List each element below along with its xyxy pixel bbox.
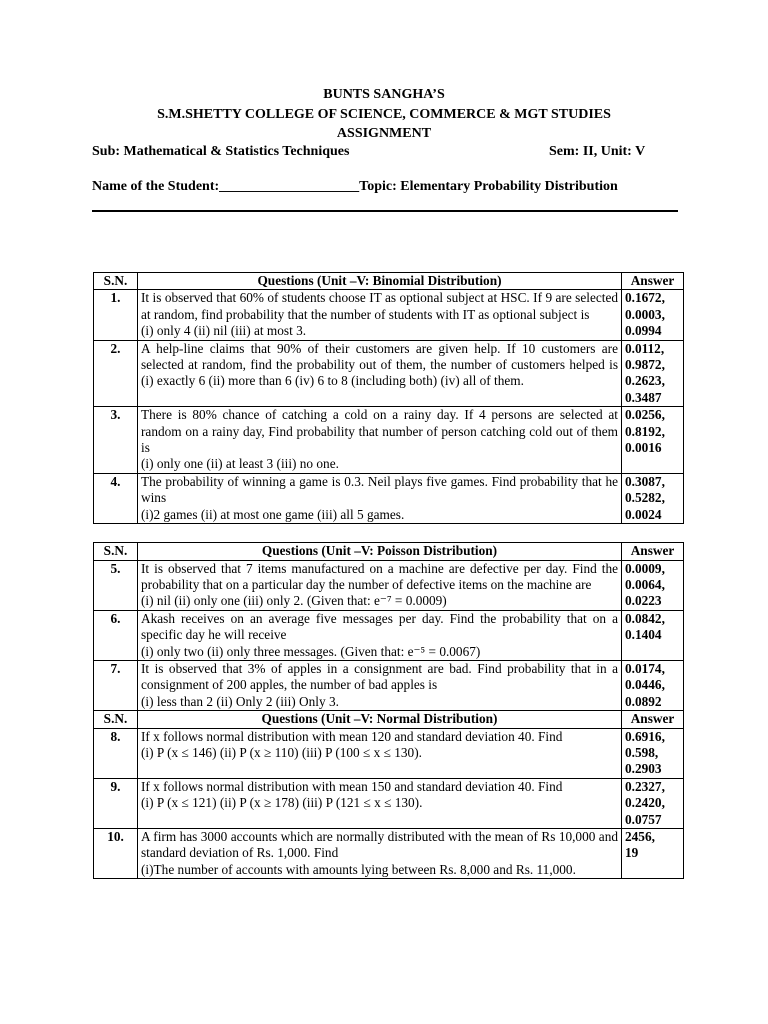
answer-values (622, 778, 684, 828)
question-number: 8. (94, 728, 138, 778)
question-line: There is 80% chance of catching a cold on a rainy day. If 4 persons are selected at random on a rainy day, Find probability that number of person catching cold out of them is (141, 407, 618, 456)
question-row (94, 610, 684, 660)
answer-value: 0.0256, (625, 407, 665, 423)
answer-value: 0.0223 (625, 593, 662, 609)
answer-values (622, 407, 684, 474)
question-number: 5. (94, 560, 138, 610)
answer-values (622, 560, 684, 610)
question-text (138, 290, 622, 340)
question-row (94, 473, 684, 523)
question-row (94, 660, 684, 710)
question-line: The probability of winning a game is 0.3. Neil plays five games. Find probability that he wins (141, 473, 618, 506)
section-title: Questions (Unit –V: Poisson Distribution) (138, 543, 622, 560)
section-title: Questions (Unit –V: Normal Distribution) (138, 711, 622, 728)
col-sn-header: S.N. (94, 711, 138, 728)
question-row (94, 778, 684, 828)
question-line: (i) only 4 (ii) nil (iii) at most 3. (141, 323, 307, 339)
question-text (138, 560, 622, 610)
question-line: (i)2 games (ii) at most one game (iii) all 5 games. (141, 506, 405, 522)
answer-value: 0.3487 (625, 389, 662, 405)
section-spacer (94, 524, 684, 543)
question-text (138, 340, 622, 407)
question-line: (i) only one (ii) at least 3 (iii) no one. (141, 456, 339, 472)
col-sn-header: S.N. (94, 273, 138, 290)
answer-value: 0.598, (625, 744, 659, 760)
col-answer-header: Answer (622, 543, 684, 560)
question-number: 6. (94, 610, 138, 660)
questions-table-body (94, 273, 684, 879)
col-answer-header: Answer (622, 711, 684, 728)
question-line: (i) P (x ≤ 121) (ii) P (x ≥ 178) (iii) P (121 ≤ x ≤ 130). (141, 795, 423, 811)
college-name: S.M.SHETTY COLLEGE OF SCIENCE, COMMERCE & MGT STUDIES (157, 107, 611, 122)
answer-value: 0.0842, (625, 610, 665, 626)
answer-value: 0.0994 (625, 323, 662, 339)
document-title: ASSIGNMENT (336, 126, 432, 141)
answer-value: 0.0757 (625, 811, 662, 827)
answer-value: 0.1404 (625, 627, 662, 643)
section-header-binomial (94, 273, 684, 290)
question-line: If x follows normal distribution with mean 120 and standard deviation 40. Find (141, 728, 563, 744)
header-divider (92, 210, 678, 212)
answer-value: 0.3087, (625, 473, 665, 489)
question-number: 9. (94, 778, 138, 828)
question-line: A help-line claims that 90% of their customers are given help. If 10 customers are selected at random, find the probability out of them, the number of customers helped is (i) exactly 6 (ii) more than 6 (iv) 6 to 8 (including both) (iv) all of them. (141, 340, 618, 389)
answer-values (622, 660, 684, 710)
question-number: 7. (94, 660, 138, 710)
question-line: It is observed that 3% of apples in a consignment are bad. Find probability that in a consignment of 200 apples, the number of bad apples is (141, 660, 618, 693)
answer-value: 0.9872, (625, 357, 665, 373)
question-text (138, 473, 622, 523)
answer-value: 0.0892 (625, 693, 662, 709)
answer-value: 0.1672, (625, 290, 665, 306)
answer-value: 0.0024 (625, 506, 662, 522)
question-text (138, 660, 622, 710)
answer-values (622, 610, 684, 660)
question-row (94, 560, 684, 610)
section-header-poisson (94, 543, 684, 560)
section-header-normal (94, 711, 684, 728)
question-text (138, 610, 622, 660)
answer-value: 0.5282, (625, 490, 665, 506)
subject-label: Sub: Mathematical & Statistics Techniques (92, 144, 350, 159)
question-line: (i) P (x ≤ 146) (ii) P (x ≥ 110) (iii) P (100 ≤ x ≤ 130). (141, 744, 422, 760)
answer-value: 0.2903 (625, 761, 662, 777)
answer-values (622, 290, 684, 340)
question-row (94, 340, 684, 407)
question-row (94, 290, 684, 340)
question-number: 4. (94, 473, 138, 523)
question-line: Akash receives on an average five messages per day. Find the probability that on a specific day he will receive (141, 610, 618, 643)
question-text (138, 778, 622, 828)
question-text (138, 407, 622, 474)
question-line: (i) less than 2 (ii) Only 2 (iii) Only 3. (141, 693, 339, 709)
questions-table (93, 272, 684, 879)
question-number: 2. (94, 340, 138, 407)
question-text (138, 728, 622, 778)
answer-value: 0.2420, (625, 795, 665, 811)
question-line: (i)The number of accounts with amounts lying between Rs. 8,000 and Rs. 11,000. (141, 861, 576, 877)
answer-value: 0.6916, (625, 728, 665, 744)
institution-name: BUNTS SANGHA’S (323, 87, 445, 102)
answer-value: 19 (625, 845, 639, 861)
question-text (138, 829, 622, 879)
question-line: It is observed that 7 items manufactured on a machine are defective per day. Find the probability that on a particular day the number of defective items on the machine are (141, 560, 618, 592)
answer-value: 0.0174, (625, 660, 665, 676)
sem-unit-label: Sem: II, Unit: V (549, 144, 646, 159)
answer-value: 0.2623, (625, 373, 665, 389)
question-number: 1. (94, 290, 138, 340)
question-row (94, 407, 684, 474)
answer-values (622, 473, 684, 523)
student-topic-line: Name of the Student:____________________Topic: Elementary Probability Distribution (92, 179, 618, 194)
col-answer-header: Answer (622, 273, 684, 290)
answer-values (622, 340, 684, 407)
answer-values (622, 728, 684, 778)
question-number: 3. (94, 407, 138, 474)
question-line: (i) only two (ii) only three messages. (Given that: e⁻⁵ = 0.0067) (141, 643, 481, 659)
col-sn-header: S.N. (94, 543, 138, 560)
answer-value: 0.0112, (625, 340, 665, 356)
answer-value: 2456, (625, 829, 655, 844)
question-line: A firm has 3000 accounts which are normally distributed with the mean of Rs 10,000 and standard deviation of Rs. 1,000. Find (141, 829, 618, 861)
question-row (94, 829, 684, 879)
answer-value: 0.8192, (625, 423, 665, 439)
answer-value: 0.0446, (625, 677, 665, 693)
answer-value: 0.0009, (625, 560, 665, 576)
question-line: It is observed that 60% of students choose IT as optional subject at HSC. If 9 are selected at random, find probability that the number of students with IT as optional subject is (141, 290, 618, 322)
answer-value: 0.0016 (625, 440, 662, 456)
question-line: If x follows normal distribution with mean 150 and standard deviation 40. Find (141, 778, 563, 794)
section-title: Questions (Unit –V: Binomial Distribution) (138, 273, 622, 290)
answer-values (622, 829, 684, 879)
answer-value: 0.0003, (625, 306, 665, 322)
answer-value: 0.0064, (625, 576, 665, 592)
answer-value: 0.2327, (625, 778, 665, 794)
question-number: 10. (94, 829, 138, 879)
question-line: (i) nil (ii) only one (iii) only 2. (Given that: e⁻⁷ = 0.0009) (141, 593, 447, 609)
question-row (94, 728, 684, 778)
section-spacer-cell (94, 524, 684, 543)
